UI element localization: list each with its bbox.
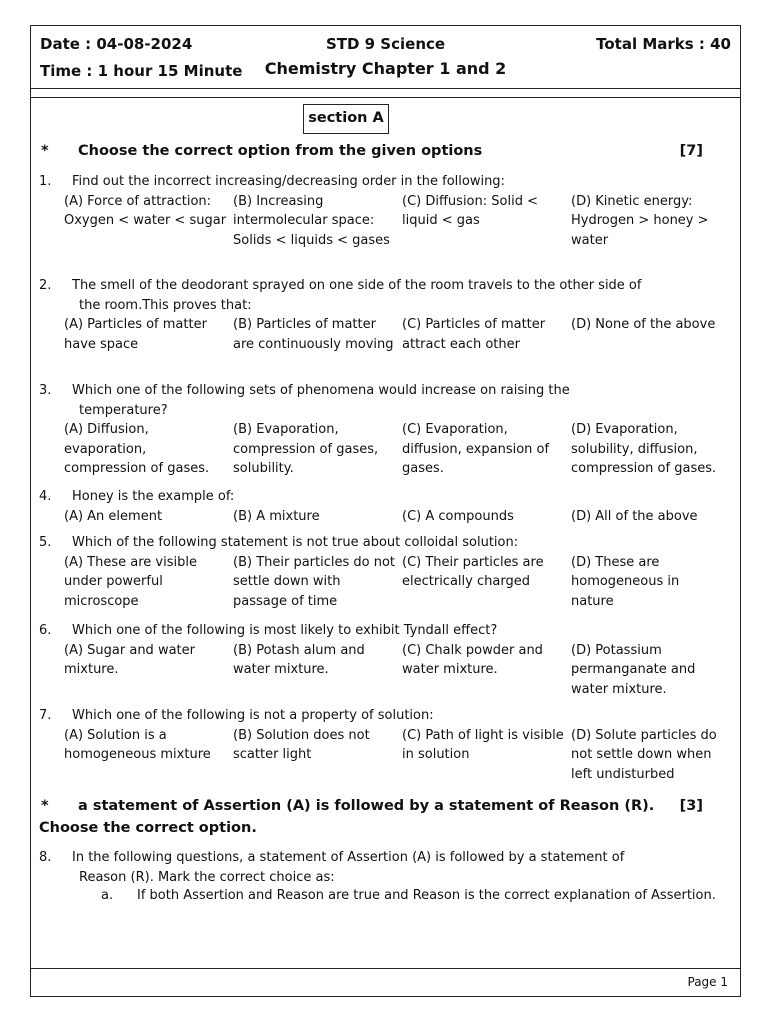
assertion-instruction-cont: Choose the correct option. [39, 820, 257, 836]
question-text: Which one of the following is not a property of solution: [72, 708, 434, 723]
option-b: (B) Potash alum and water mixture. [233, 642, 365, 677]
total-marks: Total Marks : 40 [596, 35, 731, 53]
question-text-cont: temperature? [79, 402, 168, 418]
option-c: (C) Chalk powder and water mixture. [402, 642, 543, 677]
option-b: (B) Solution does not scatter light [233, 727, 370, 762]
page-number: Page 1 [687, 975, 728, 989]
option-c: (C) A compounds [402, 508, 514, 524]
question-number: 8. [39, 850, 52, 865]
question-number: 6. [39, 623, 52, 638]
question-text: Honey is the example of: [72, 489, 235, 504]
options [64, 315, 729, 354]
option-c: (C) Diffusion: Solid < liquid < gas [402, 193, 538, 228]
question-number: 7. [39, 708, 52, 723]
instruction-star: * [41, 798, 49, 814]
option-b: (B) Evaporation, compression of gases, solubility. [233, 422, 379, 476]
exam-date: Date : 04-08-2024 [40, 35, 193, 53]
option-d: (D) None of the above [571, 317, 716, 332]
instruction-text: a statement of Assertion (A) is followed by a statement of Reason (R). [78, 798, 655, 814]
question-number: 3. [39, 383, 52, 398]
instruction-star: * [41, 143, 49, 159]
exam-time: Time : 1 hour 15 Minute [40, 62, 243, 80]
option-a: (A) Particles of matter have space [64, 317, 207, 352]
question-text: Which one of the following sets of phenomena would increase on raising the [72, 383, 570, 398]
option-c: (C) Path of light is visible in solution [402, 727, 564, 762]
option-d: (D) Potassium permanganate and water mixture. [571, 642, 696, 697]
options [64, 726, 729, 785]
question-text: The smell of the deodorant sprayed on one side of the room travels to the other side of [72, 278, 642, 293]
question-1 [39, 172, 729, 250]
question-text: Which of the following statement is not true about colloidal solution: [72, 535, 519, 550]
section-a-label: section A [303, 104, 389, 134]
option-c: (C) Their particles are electrically charged [402, 554, 544, 589]
standard-subject: STD 9 Science [325, 35, 446, 53]
option-c: (C) Particles of matter attract each other [402, 317, 546, 352]
options [64, 507, 729, 527]
question-number: 1. [39, 174, 52, 189]
instruction-text: Choose the correct option from the given options [78, 143, 483, 159]
option-a: (A) Solution is a homogeneous mixture [64, 727, 211, 762]
option-b: (B) Their particles do not settle down with passage of time [233, 554, 396, 609]
question-text: Find out the incorrect increasing/decreasing order in the following: [72, 174, 505, 189]
options [64, 553, 729, 612]
assertion-marks: [3] [679, 798, 703, 814]
question-text-cont: the room.This proves that: [79, 297, 252, 313]
question-8 [39, 848, 729, 887]
option-c: (C) Evaporation, diffusion, expansion of gases. [402, 422, 550, 476]
question-text: In the following questions, a statement of Assertion (A) is followed by a statement of [72, 850, 625, 865]
option-d: (D) These are homogeneous in nature [571, 554, 680, 609]
question-6 [39, 621, 729, 699]
question-7 [39, 706, 729, 784]
options [64, 192, 729, 251]
option-b: (B) Particles of matter are continuously moving [233, 317, 394, 352]
choice-label: a. [101, 888, 114, 903]
exam-page [30, 25, 741, 997]
question-3 [39, 381, 729, 479]
option-d: (D) Evaporation, solubility, diffusion, compression of gases. [571, 422, 717, 476]
footer-divider [31, 968, 740, 969]
question-text-cont: Reason (R). Mark the correct choice as: [79, 869, 335, 885]
option-a: (A) Diffusion, evaporation, compression of gases. [64, 422, 210, 476]
header [31, 26, 740, 89]
option-a: (A) Force of attraction: Oxygen < water < sugar [64, 193, 227, 228]
question-5 [39, 533, 729, 611]
question-2 [39, 276, 729, 354]
option-d: (D) All of the above [571, 508, 698, 524]
section-a-instruction [41, 143, 482, 159]
option-b: (B) Increasing intermolecular space: Solids < liquids < gases [233, 193, 390, 248]
option-d: (D) Solute particles do not settle down when left undisturbed [571, 727, 717, 782]
question-number: 4. [39, 489, 52, 504]
header-divider [31, 97, 740, 98]
chapter-title: Chemistry Chapter 1 and 2 [264, 59, 507, 78]
option-a: (A) These are visible under powerful microscope [64, 554, 197, 609]
option-a: (A) An element [64, 508, 163, 524]
section-a-marks: [7] [679, 143, 703, 159]
option-b: (B) A mixture [233, 508, 320, 524]
choice-text: If both Assertion and Reason are true and Reason is the correct explanation of Assertion. [137, 888, 716, 903]
options [64, 641, 729, 700]
choice-a [101, 886, 721, 906]
option-a: (A) Sugar and water mixture. [64, 642, 195, 677]
option-d: (D) Kinetic energy: Hydrogen > honey > water [571, 193, 709, 248]
question-number: 2. [39, 278, 52, 293]
question-4 [39, 487, 729, 526]
assertion-instruction [41, 798, 654, 814]
question-text: Which one of the following is most likely to exhibit Tyndall effect? [72, 623, 498, 638]
options [64, 420, 729, 479]
question-number: 5. [39, 535, 52, 550]
